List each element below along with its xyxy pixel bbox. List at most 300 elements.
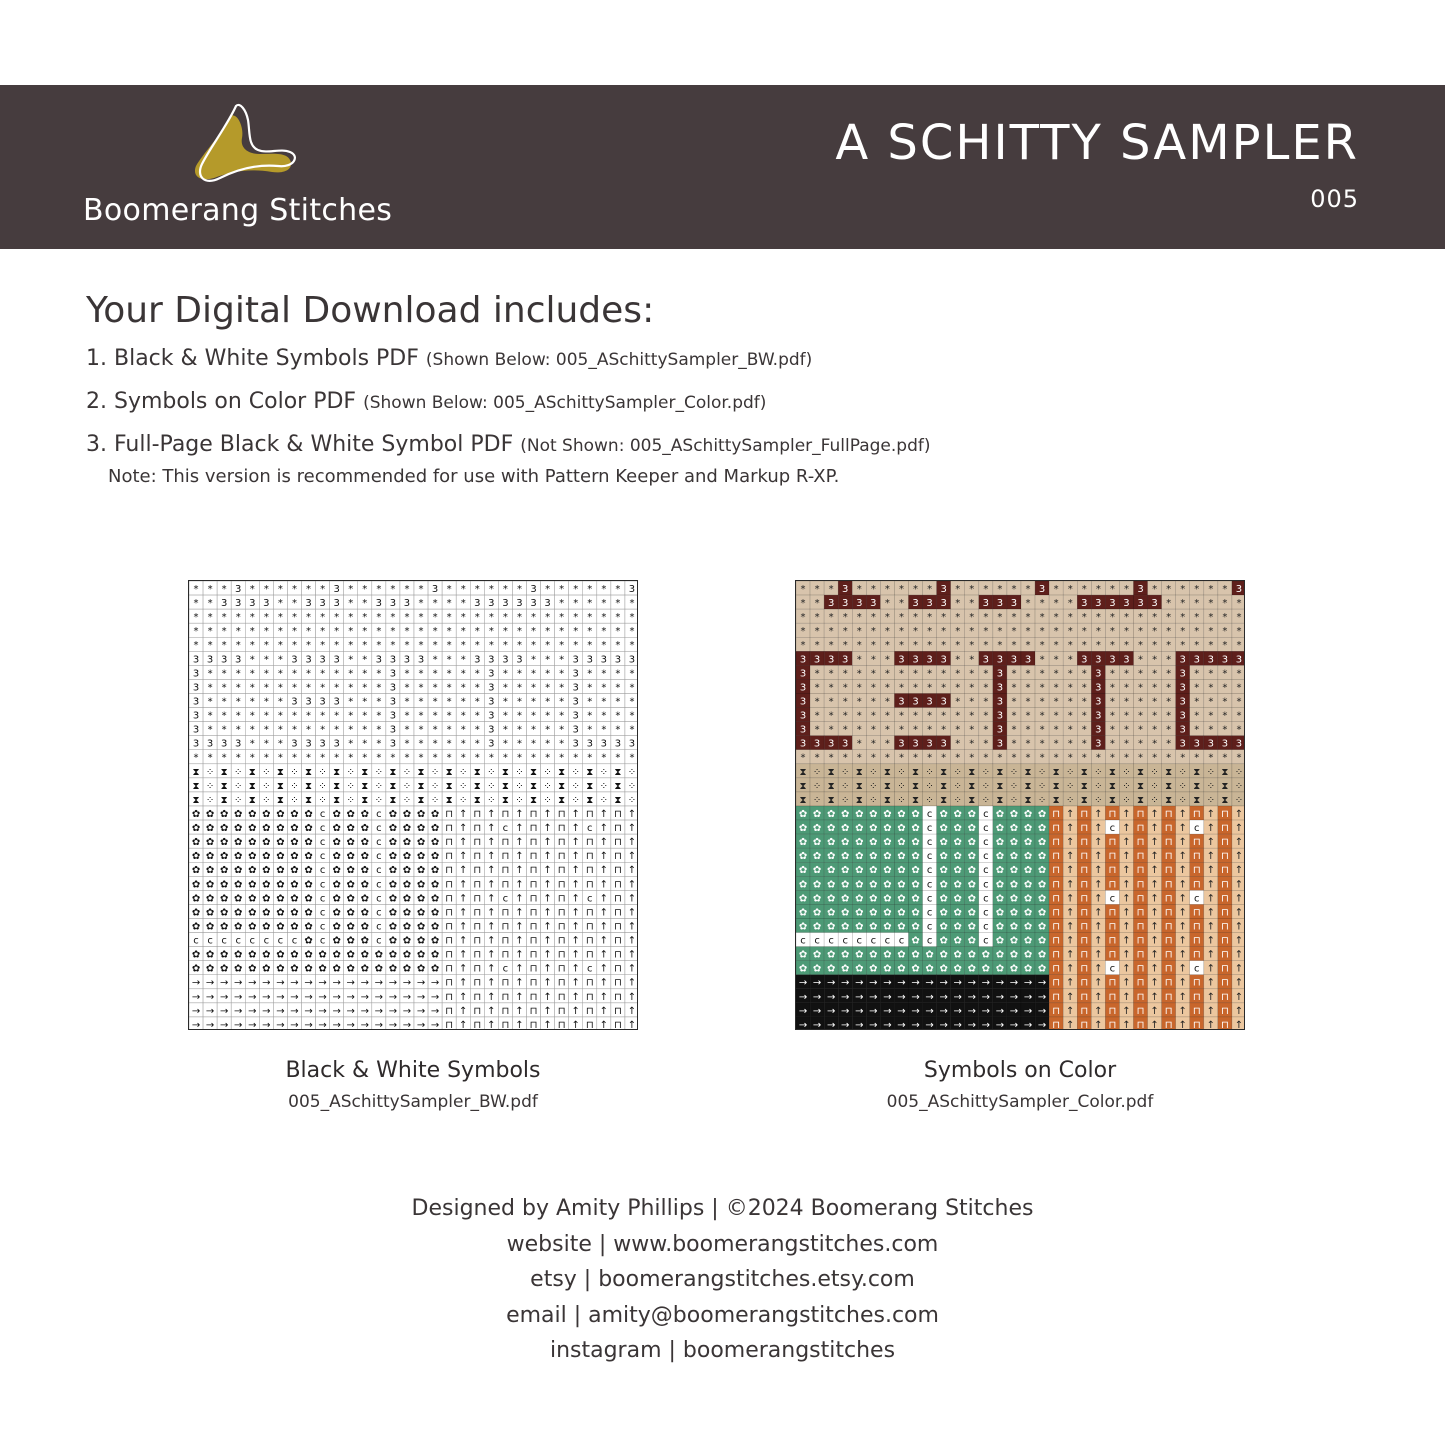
stitch-symbol: ↑: [1234, 907, 1244, 919]
stitch-symbol: ↑: [1094, 879, 1103, 891]
stitch-symbol: 3: [572, 654, 579, 666]
stitch-symbol: *: [207, 583, 213, 595]
stitch-symbol: ✿: [346, 907, 355, 919]
stitch-symbol: *: [629, 626, 635, 638]
stitch-symbol: c: [376, 808, 382, 820]
stitch-symbol: *: [1236, 668, 1242, 680]
stitch-symbol: ↑: [543, 977, 552, 989]
stitch-symbol: *: [446, 682, 452, 694]
stitch-symbol: *: [814, 626, 820, 638]
stitch-symbol: ✿: [304, 879, 313, 891]
stitch-symbol: *: [446, 640, 452, 652]
stitch-symbol: c: [376, 921, 382, 933]
stitch-symbol: 3: [220, 654, 228, 666]
stitch-symbol: →: [798, 1019, 808, 1031]
stitch-symbol: *: [362, 682, 368, 694]
stitch-symbol: ⧗: [389, 766, 397, 778]
stitch-symbol: *: [221, 583, 227, 595]
stitch-symbol: 3: [333, 583, 340, 595]
stitch-symbol: ✿: [1037, 949, 1047, 961]
stitch-symbol: *: [1081, 724, 1087, 736]
stitch-symbol: ✿: [388, 865, 398, 877]
stitch-symbol: ✿: [855, 963, 864, 975]
stitch-symbol: *: [460, 710, 466, 722]
stitch-symbol: *: [941, 612, 947, 624]
stitch-symbol: 3: [249, 598, 256, 610]
stitch-symbol: *: [446, 668, 452, 680]
stitch-symbol: ↑: [1150, 1005, 1159, 1017]
stitch-symbol: ⊓: [1192, 991, 1201, 1003]
stitch-symbol: ↑: [627, 837, 637, 849]
stitch-symbol: ✿: [995, 921, 1005, 933]
stitch-symbol: ⧗: [586, 766, 594, 778]
stitch-symbol: ↑: [627, 893, 637, 905]
stitch-symbol: ⊓: [1164, 851, 1173, 863]
stitch-symbol: *: [502, 640, 508, 652]
stitch-symbol: ✿: [869, 921, 878, 933]
stitch-symbol: *: [348, 654, 354, 666]
stitch-symbol: *: [320, 583, 326, 595]
stitch-symbol: ⊓: [473, 991, 482, 1003]
stitch-symbol: ⊓: [585, 851, 594, 863]
stitch-symbol: ↑: [571, 823, 580, 835]
stitch-symbol: ✿: [953, 851, 962, 863]
stitch-symbol: *: [1194, 710, 1200, 722]
stitch-symbol: ✿: [388, 837, 398, 849]
stitch-symbol: *: [1152, 738, 1158, 750]
stitch-symbol: ⧗: [530, 780, 538, 792]
stitch-symbol: ✿: [869, 823, 878, 835]
stitch-symbol: ⊓: [585, 865, 594, 877]
stitch-symbol: ✿: [332, 893, 341, 905]
stitch-symbol: →: [953, 977, 962, 989]
stitch-symbol: ✿: [234, 893, 243, 905]
stitch-symbol: ⊓: [585, 991, 594, 1003]
stitch-symbol: ⊓: [1164, 963, 1173, 975]
stitch-symbol: ⊓: [501, 991, 510, 1003]
stitch-symbol: ✿: [826, 837, 836, 849]
stitch-symbol: ✿: [841, 963, 850, 975]
stitch-symbol: ⁘: [1037, 766, 1047, 778]
stitch-symbol: *: [362, 626, 368, 638]
stitch-symbol: ⧗: [276, 780, 284, 792]
stitch-symbol: ↑: [487, 893, 496, 905]
stitch-symbol: ✿: [276, 808, 285, 820]
stitch-symbol: ⊓: [1192, 879, 1201, 891]
stitch-symbol: *: [856, 710, 862, 722]
stitch-symbol: ✿: [248, 921, 257, 933]
stitch-symbol: *: [334, 710, 340, 722]
stitch-symbol: *: [870, 752, 876, 764]
stitch-symbol: *: [291, 724, 297, 736]
stitch-symbol: →: [290, 977, 299, 989]
stitch-symbol: ✿: [939, 935, 948, 947]
stitch-symbol: ↑: [627, 907, 637, 919]
stitch-symbol: ✿: [346, 837, 355, 849]
footer-etsy[interactable]: etsy | boomerangstitches.etsy.com: [530, 1267, 915, 1292]
stitch-symbol: *: [587, 612, 593, 624]
stitch-symbol: ⊓: [1080, 991, 1089, 1003]
stitch-symbol: *: [291, 583, 297, 595]
stitch-symbol: *: [446, 626, 452, 638]
stitch-symbol: *: [884, 724, 890, 736]
stitch-symbol: *: [474, 696, 480, 708]
footer-instagram[interactable]: instagram | boomerangstitches: [549, 1338, 896, 1363]
stitch-symbol: ✿: [219, 851, 229, 863]
stitch-symbol: *: [306, 583, 312, 595]
stitch-symbol: →: [416, 1019, 426, 1031]
stitch-symbol: *: [207, 668, 213, 680]
stitch-symbol: ↑: [1150, 823, 1159, 835]
include-item-label: 2. Symbols on Color PDF: [86, 389, 357, 414]
stitch-symbol: ⧗: [558, 780, 566, 792]
stitch-symbol: ⁘: [869, 780, 878, 792]
stitch-symbol: →: [248, 1005, 257, 1017]
stitch-symbol: ⊓: [1221, 1005, 1229, 1017]
stitch-symbol: *: [531, 654, 537, 666]
stitch-symbol: ✿: [967, 851, 976, 863]
stitch-symbol: 3: [982, 598, 990, 610]
stitch-symbol: ✿: [883, 865, 892, 877]
stitch-symbol: ✿: [869, 907, 878, 919]
stitch-symbol: ⊓: [1080, 851, 1089, 863]
stitch-symbol: *: [814, 583, 820, 595]
stitch-symbol: ↑: [543, 893, 552, 905]
stitch-symbol: ↑: [515, 935, 524, 947]
stitch-symbol: ✿: [205, 865, 215, 877]
stitch-symbol: ⊓: [585, 921, 594, 933]
stitch-symbol: ⁘: [262, 780, 271, 792]
stitch-symbol: *: [390, 752, 396, 764]
stitch-symbol: 3: [1151, 598, 1158, 610]
stitch-symbol: ⊓: [1164, 879, 1173, 891]
stitch-symbol: *: [1081, 682, 1087, 694]
stitch-symbol: *: [235, 612, 241, 624]
stitch-symbol: ✿: [430, 879, 440, 891]
stitch-symbol: ⊓: [557, 977, 566, 989]
stitch-symbol: *: [1208, 724, 1214, 736]
stitch-symbol: *: [1152, 696, 1158, 708]
stitch-symbol: *: [263, 738, 269, 750]
stitch-symbol: *: [615, 612, 621, 624]
stitch-symbol: 3: [305, 598, 312, 610]
stitch-symbol: ↑: [599, 865, 609, 877]
stitch-symbol: *: [306, 668, 312, 680]
stitch-symbol: *: [249, 583, 255, 595]
stitch-symbol: ↑: [599, 837, 609, 849]
stitch-symbol: ⊓: [445, 823, 454, 835]
stitch-symbol: *: [856, 724, 862, 736]
stitch-symbol: ⧗: [855, 780, 863, 792]
stitch-symbol: *: [516, 710, 522, 722]
stitch-symbol: ⧗: [473, 766, 481, 778]
stitch-symbol: ✿: [191, 851, 201, 863]
stitch-symbol: c: [502, 963, 509, 975]
stitch-symbol: ⊓: [1192, 1019, 1201, 1031]
stitch-symbol: ✿: [869, 851, 878, 863]
stitch-symbol: →: [360, 977, 369, 989]
stitch-symbol: *: [559, 682, 565, 694]
stitch-symbol: →: [883, 1005, 892, 1017]
stitch-symbol: 3: [898, 696, 905, 708]
stitch-symbol: ⧗: [614, 794, 622, 806]
stitch-symbol: →: [925, 977, 934, 989]
stitch-symbol: *: [842, 668, 848, 680]
stitch-symbol: *: [870, 724, 876, 736]
stitch-symbol: ↑: [571, 907, 580, 919]
stitch-symbol: ✿: [205, 893, 215, 905]
stitch-symbol: ↑: [571, 893, 580, 905]
stitch-symbol: *: [1025, 682, 1031, 694]
stitch-symbol: 3: [474, 598, 481, 610]
stitch-symbol: 3: [1123, 654, 1130, 666]
stitch-symbol: *: [376, 668, 382, 680]
stitch-symbol: ✿: [826, 865, 836, 877]
stitch-symbol: c: [983, 907, 989, 919]
stitch-symbol: ⊓: [529, 977, 538, 989]
stitch-symbol: ✿: [234, 851, 243, 863]
stitch-symbol: *: [927, 626, 933, 638]
stitch-symbol: *: [446, 738, 452, 750]
stitch-symbol: 3: [1137, 583, 1144, 595]
stitch-symbol: *: [1011, 668, 1017, 680]
stitch-symbol: *: [446, 752, 452, 764]
footer-email[interactable]: email | amity@boomerangstitches.com: [506, 1303, 939, 1328]
stitch-symbol: ⁘: [262, 766, 271, 778]
stitch-symbol: *: [362, 668, 368, 680]
stitch-symbol: ✿: [897, 907, 906, 919]
stitch-symbol: ✿: [883, 808, 892, 820]
stitch-symbol: *: [615, 696, 621, 708]
stitch-symbol: ✿: [1037, 907, 1047, 919]
stitch-symbol: *: [913, 682, 919, 694]
stitch-symbol: ↑: [1150, 851, 1159, 863]
stitch-symbol: ↑: [627, 1019, 637, 1031]
stitch-symbol: ↑: [1206, 865, 1216, 877]
stitch-symbol: c: [221, 935, 227, 947]
stitch-symbol: ⧗: [361, 766, 369, 778]
stitch-symbol: ⊓: [529, 949, 538, 961]
stitch-symbol: ✿: [911, 808, 920, 820]
stitch-symbol: ✿: [911, 865, 920, 877]
stitch-symbol: ✿: [897, 837, 906, 849]
stitch-symbol: ⊓: [1052, 865, 1061, 877]
stitch-symbol: ⁘: [1066, 780, 1075, 792]
stitch-symbol: ✿: [290, 879, 299, 891]
stitch-symbol: 3: [403, 598, 411, 610]
stitch-symbol: *: [334, 668, 340, 680]
stitch-symbol: *: [531, 724, 537, 736]
stitch-symbol: →: [911, 991, 920, 1003]
stitch-symbol: *: [941, 668, 947, 680]
stitch-symbol: ⊓: [1052, 823, 1061, 835]
stitch-symbol: ✿: [953, 907, 962, 919]
stitch-symbol: ✿: [897, 949, 906, 961]
stitch-symbol: ✿: [967, 963, 976, 975]
stitch-symbol: *: [334, 626, 340, 638]
stitch-symbol: ✿: [826, 851, 836, 863]
stitch-symbol: ✿: [304, 935, 313, 947]
stitch-symbol: ⧗: [361, 780, 369, 792]
stitch-symbol: ↑: [1094, 1019, 1103, 1031]
stitch-symbol: *: [983, 696, 989, 708]
stitch-symbol: *: [1067, 598, 1073, 610]
stitch-symbol: ⊓: [614, 921, 622, 933]
stitch-symbol: ↑: [1178, 865, 1187, 877]
stitch-symbol: *: [207, 612, 213, 624]
stitch-symbol: ↑: [459, 893, 468, 905]
stitch-symbol: *: [1039, 682, 1045, 694]
stitch-symbol: ⁘: [841, 766, 850, 778]
stitch-symbol: *: [828, 682, 834, 694]
stitch-symbol: ⁘: [953, 794, 962, 806]
stitch-symbol: 3: [799, 710, 807, 722]
stitch-symbol: c: [926, 921, 933, 933]
stitch-symbol: ⧗: [1052, 766, 1060, 778]
stitch-symbol: ✿: [304, 837, 313, 849]
stitch-symbol: 3: [417, 654, 425, 666]
stitch-symbol: *: [348, 710, 354, 722]
stitch-symbol: ⁘: [205, 766, 215, 778]
stitch-symbol: 3: [192, 668, 200, 680]
stitch-symbol: c: [319, 907, 326, 919]
stitch-symbol: 3: [235, 598, 242, 610]
stitch-symbol: 3: [502, 654, 509, 666]
stitch-symbol: *: [263, 710, 269, 722]
stitch-symbol: *: [1025, 752, 1031, 764]
stitch-symbol: *: [221, 710, 227, 722]
stitch-symbol: *: [516, 612, 522, 624]
stitch-symbol: ✿: [1037, 893, 1047, 905]
stitch-symbol: *: [1053, 724, 1059, 736]
stitch-symbol: ↑: [1122, 921, 1131, 933]
stitch-symbol: *: [1081, 752, 1087, 764]
stitch-symbol: ⧗: [940, 766, 948, 778]
stitch-symbol: 3: [898, 738, 905, 750]
stitch-symbol: *: [1067, 752, 1073, 764]
stitch-symbol: *: [601, 724, 607, 736]
stitch-symbol: ↑: [1178, 907, 1187, 919]
stitch-symbol: *: [291, 612, 297, 624]
stitch-symbol: *: [1081, 626, 1087, 638]
stitch-symbol: ⊓: [585, 808, 594, 820]
stitch-symbol: 3: [799, 682, 807, 694]
stitch-symbol: 3: [827, 598, 835, 610]
stitch-symbol: ↑: [515, 949, 524, 961]
stitch-symbol: ✿: [897, 963, 906, 975]
stitch-symbol: *: [334, 612, 340, 624]
stitch-symbol: ✿: [939, 921, 948, 933]
stitch-symbol: *: [488, 583, 494, 595]
stitch-symbol: →: [318, 1019, 327, 1031]
stitch-symbol: ⁘: [318, 780, 327, 792]
stitch-symbol: ⊓: [1080, 808, 1089, 820]
stitch-symbol: *: [629, 612, 635, 624]
stitch-symbol: ↑: [1066, 935, 1075, 947]
stitch-symbol: *: [446, 598, 452, 610]
stitch-symbol: *: [404, 738, 410, 750]
stitch-symbol: *: [376, 738, 382, 750]
stitch-symbol: *: [870, 682, 876, 694]
stitch-symbol: *: [983, 752, 989, 764]
stitch-symbol: 3: [926, 696, 933, 708]
stitch-symbol: *: [1053, 696, 1059, 708]
stitch-symbol: *: [1053, 626, 1059, 638]
stitch-symbol: 3: [544, 598, 551, 610]
stitch-symbol: →: [1009, 991, 1019, 1003]
stitch-symbol: *: [348, 696, 354, 708]
stitch-symbol: *: [814, 696, 820, 708]
stitch-symbol: *: [306, 724, 312, 736]
stitch-symbol: ✿: [798, 823, 808, 835]
stitch-symbol: ✿: [219, 921, 229, 933]
stitch-symbol: ⁘: [1066, 794, 1075, 806]
stitch-symbol: *: [277, 583, 283, 595]
stitch-symbol: ↑: [571, 949, 580, 961]
footer-website[interactable]: website | www.boomerangstitches.com: [506, 1232, 939, 1257]
stitch-symbol: *: [1166, 612, 1172, 624]
stitch-symbol: *: [1039, 640, 1045, 652]
stitch-symbol: *: [1222, 752, 1228, 764]
stitch-symbol: ⊓: [445, 977, 454, 989]
stitch-symbol: 3: [600, 654, 608, 666]
stitch-symbol: →: [841, 977, 850, 989]
stitch-symbol: ↑: [1094, 907, 1103, 919]
stitch-symbol: ↑: [1234, 949, 1244, 961]
stitch-symbol: c: [376, 879, 382, 891]
stitch-symbol: ✿: [290, 808, 299, 820]
stitch-symbol: →: [939, 991, 948, 1003]
stitch-symbol: ↑: [543, 808, 552, 820]
stitch-symbol: *: [955, 724, 961, 736]
stitch-symbol: ⊓: [445, 949, 454, 961]
stitch-symbol: →: [869, 1005, 878, 1017]
stitch-symbol: 3: [614, 738, 622, 750]
stitch-symbol: ↑: [1206, 963, 1216, 975]
stitch-symbol: *: [432, 738, 438, 750]
stitch-symbol: 3: [799, 696, 807, 708]
stitch-symbol: ✿: [416, 865, 426, 877]
stitch-symbol: ⧗: [305, 794, 313, 806]
stitch-symbol: ✿: [388, 808, 398, 820]
stitch-symbol: ↑: [1094, 808, 1103, 820]
stitch-symbol: 3: [1221, 738, 1229, 750]
stitch-symbol: ✿: [276, 879, 285, 891]
stitch-symbol: ↑: [543, 949, 552, 961]
stitch-symbol: *: [601, 682, 607, 694]
stitch-symbol: 3: [192, 696, 200, 708]
stitch-symbol: 3: [813, 654, 821, 666]
stitch-symbol: →: [290, 1019, 299, 1031]
stitch-symbol: ✿: [798, 893, 808, 905]
stitch-symbol: *: [884, 612, 890, 624]
stitch-symbol: →: [855, 977, 864, 989]
stitch-symbol: c: [926, 935, 933, 947]
stitch-symbol: *: [615, 598, 621, 610]
stitch-symbol: *: [502, 752, 508, 764]
stitch-symbol: ✿: [826, 808, 836, 820]
stitch-symbol: *: [362, 752, 368, 764]
stitch-symbol: ↑: [1206, 907, 1216, 919]
stitch-symbol: ↑: [515, 837, 524, 849]
stitch-symbol: →: [290, 1005, 299, 1017]
stitch-symbol: ✿: [402, 935, 412, 947]
stitch-symbol: *: [545, 626, 551, 638]
stitch-symbol: →: [346, 1005, 355, 1017]
stitch-symbol: ✿: [1009, 823, 1019, 835]
stitch-symbol: *: [927, 752, 933, 764]
stitch-symbol: *: [291, 752, 297, 764]
